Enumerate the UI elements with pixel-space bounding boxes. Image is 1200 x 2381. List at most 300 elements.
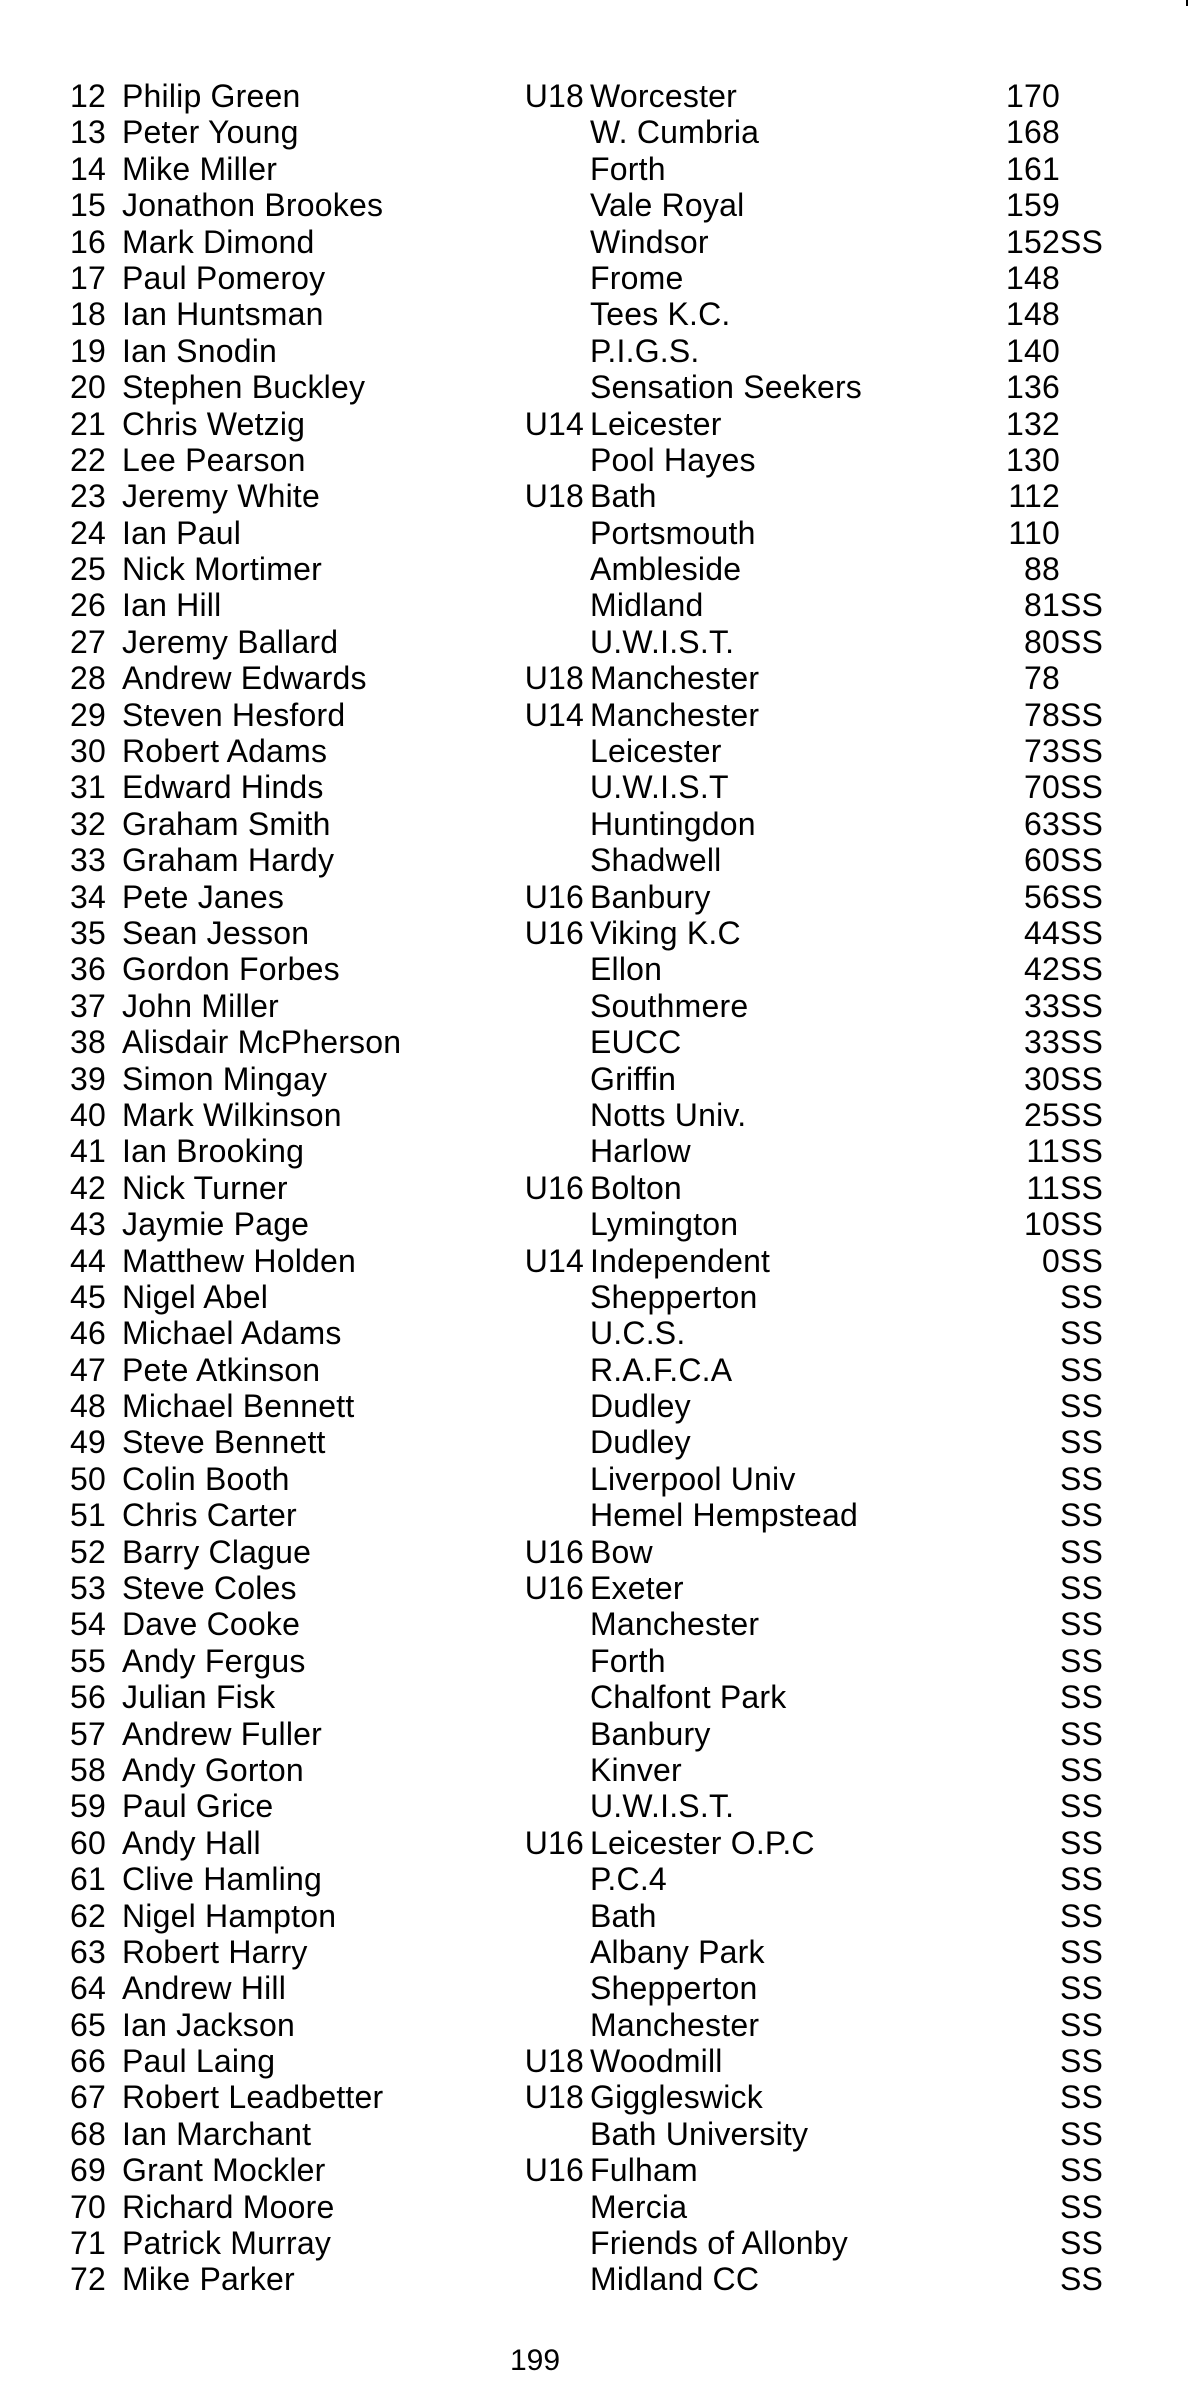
position-number: 72 xyxy=(70,2261,106,2298)
competitor-name: Nigel Hampton xyxy=(122,1897,337,1934)
club-name: EUCC xyxy=(590,1024,682,1061)
competitor-name: Edward Hinds xyxy=(122,769,324,806)
competitor-name: Andrew Edwards xyxy=(122,660,367,697)
ss-marker: SS xyxy=(1060,2152,1104,2189)
ss-marker: SS xyxy=(1060,842,1104,879)
position-number: 70 xyxy=(70,2188,106,2225)
score-value: 78 xyxy=(1024,660,1060,697)
club-name: Harlow xyxy=(590,1133,691,1170)
position-number: 31 xyxy=(70,769,106,806)
ss-marker: SS xyxy=(1060,733,1104,770)
position-number: 36 xyxy=(70,951,106,988)
competitor-name: Philip Green xyxy=(122,78,301,114)
result-row xyxy=(0,1061,1200,1097)
club-name: Bow xyxy=(590,1533,653,1570)
result-row xyxy=(0,1170,1200,1206)
score-value: 60 xyxy=(1024,842,1060,879)
result-row xyxy=(0,1315,1200,1351)
competitor-name: Alisdair McPherson xyxy=(122,1024,402,1061)
club-name: Vale Royal xyxy=(590,187,745,224)
club-name: Dudley xyxy=(590,1388,691,1425)
age-class: U16 xyxy=(524,878,584,915)
result-row xyxy=(0,114,1200,150)
result-row xyxy=(0,769,1200,805)
club-name: Midland CC xyxy=(590,2261,760,2298)
competitor-name: Clive Hamling xyxy=(122,1861,322,1898)
position-number: 19 xyxy=(70,332,106,369)
ss-marker: SS xyxy=(1060,878,1104,915)
ss-marker: SS xyxy=(1060,2188,1104,2225)
score-value: 10 xyxy=(1024,1206,1060,1243)
score-value: 63 xyxy=(1024,805,1060,842)
club-name: Liverpool Univ xyxy=(590,1460,796,1497)
club-name: Manchester xyxy=(590,660,760,697)
competitor-name: Steven Hesford xyxy=(122,696,346,733)
ss-marker: SS xyxy=(1060,2043,1104,2080)
club-name: U.C.S. xyxy=(590,1315,686,1352)
position-number: 64 xyxy=(70,1970,106,2007)
club-name: Midland xyxy=(590,587,704,624)
position-number: 35 xyxy=(70,914,106,951)
position-number: 14 xyxy=(70,150,106,187)
position-number: 47 xyxy=(70,1351,106,1388)
ss-marker: SS xyxy=(1060,1388,1104,1425)
corner-mark xyxy=(1186,0,1188,6)
result-row xyxy=(0,660,1200,696)
ss-marker: SS xyxy=(1060,1315,1104,1352)
competitor-name: Ian Paul xyxy=(122,514,242,551)
club-name: Woodmill xyxy=(590,2043,723,2080)
position-number: 22 xyxy=(70,441,106,478)
ss-marker: SS xyxy=(1060,2261,1104,2298)
result-row xyxy=(0,333,1200,369)
age-class: U18 xyxy=(524,660,584,697)
score-value: 148 xyxy=(1006,259,1060,296)
age-class: U16 xyxy=(524,1824,584,1861)
position-number: 45 xyxy=(70,1278,106,1315)
result-row xyxy=(0,915,1200,951)
result-row xyxy=(0,2116,1200,2152)
club-name: Giggleswick xyxy=(590,2079,763,2116)
ss-marker: SS xyxy=(1060,2115,1104,2152)
ss-marker: SS xyxy=(1060,1533,1104,1570)
position-number: 38 xyxy=(70,1024,106,1061)
position-number: 61 xyxy=(70,1861,106,1898)
ss-marker: SS xyxy=(1060,223,1104,260)
result-row xyxy=(0,733,1200,769)
result-row xyxy=(0,1534,1200,1570)
ss-marker: SS xyxy=(1060,1679,1104,1716)
ss-marker: SS xyxy=(1060,2225,1104,2262)
age-class: U18 xyxy=(524,2079,584,2116)
ss-marker: SS xyxy=(1060,1606,1104,1643)
result-row xyxy=(0,1024,1200,1060)
age-class: U16 xyxy=(524,1533,584,1570)
ss-marker: SS xyxy=(1060,951,1104,988)
result-row xyxy=(0,515,1200,551)
ss-marker: SS xyxy=(1060,1278,1104,1315)
ss-marker: SS xyxy=(1060,805,1104,842)
age-class: U16 xyxy=(524,2152,584,2189)
ss-marker: SS xyxy=(1060,1206,1104,1243)
score-value: 80 xyxy=(1024,623,1060,660)
competitor-name: Ian Huntsman xyxy=(122,296,324,333)
position-number: 53 xyxy=(70,1570,106,1607)
club-name: Griffin xyxy=(590,1060,677,1097)
club-name: U.W.I.S.T. xyxy=(590,623,735,660)
ss-marker: SS xyxy=(1060,1351,1104,1388)
ss-marker: SS xyxy=(1060,1060,1104,1097)
score-value: 70 xyxy=(1024,769,1060,806)
result-row xyxy=(0,1934,1200,1970)
competitor-name: Paul Pomeroy xyxy=(122,259,326,296)
competitor-name: Nick Mortimer xyxy=(122,551,322,588)
competitor-name: Chris Wetzig xyxy=(122,405,306,442)
competitor-name: Andy Fergus xyxy=(122,1642,306,1679)
competitor-name: Simon Mingay xyxy=(122,1060,328,1097)
competitor-name: Lee Pearson xyxy=(122,441,306,478)
ss-marker: SS xyxy=(1060,1242,1104,1279)
result-row xyxy=(0,1752,1200,1788)
result-row xyxy=(0,2043,1200,2079)
result-row xyxy=(0,1243,1200,1279)
result-row xyxy=(0,1679,1200,1715)
position-number: 44 xyxy=(70,1242,106,1279)
competitor-name: Grant Mockler xyxy=(122,2152,326,2189)
score-value: 88 xyxy=(1024,551,1060,588)
result-row xyxy=(0,1497,1200,1533)
ss-marker: SS xyxy=(1060,623,1104,660)
club-name: Viking K.C xyxy=(590,914,741,951)
ss-marker: SS xyxy=(1060,1133,1104,1170)
results-list xyxy=(0,78,1200,2298)
position-number: 63 xyxy=(70,1933,106,1970)
result-row xyxy=(0,1825,1200,1861)
score-value: 168 xyxy=(1006,114,1060,151)
club-name: Shadwell xyxy=(590,842,722,879)
competitor-name: Matthew Holden xyxy=(122,1242,357,1279)
competitor-name: Andrew Fuller xyxy=(122,1715,323,1752)
club-name: Fulham xyxy=(590,2152,698,2189)
result-row xyxy=(0,624,1200,660)
competitor-name: Nigel Abel xyxy=(122,1278,269,1315)
club-name: Mercia xyxy=(590,2188,688,2225)
club-name: Pool Hayes xyxy=(590,441,756,478)
club-name: Windsor xyxy=(590,223,709,260)
score-value: 170 xyxy=(1006,78,1060,114)
position-number: 17 xyxy=(70,259,106,296)
club-name: Albany Park xyxy=(590,1933,765,1970)
result-row xyxy=(0,151,1200,187)
score-value: 44 xyxy=(1024,914,1060,951)
ss-marker: SS xyxy=(1060,1642,1104,1679)
result-row xyxy=(0,1133,1200,1169)
position-number: 37 xyxy=(70,987,106,1024)
result-row xyxy=(0,260,1200,296)
club-name: U.W.I.S.T xyxy=(590,769,729,806)
age-class: U14 xyxy=(524,696,584,733)
competitor-name: Steve Coles xyxy=(122,1570,297,1607)
position-number: 13 xyxy=(70,114,106,151)
position-number: 32 xyxy=(70,805,106,842)
club-name: Frome xyxy=(590,259,684,296)
score-value: 25 xyxy=(1024,1096,1060,1133)
club-name: Exeter xyxy=(590,1570,684,1607)
score-value: 42 xyxy=(1024,951,1060,988)
ss-marker: SS xyxy=(1060,1424,1104,1461)
result-row xyxy=(0,442,1200,478)
result-row xyxy=(0,2261,1200,2297)
position-number: 27 xyxy=(70,623,106,660)
competitor-name: Paul Laing xyxy=(122,2043,276,2080)
result-row xyxy=(0,78,1200,114)
competitor-name: Robert Harry xyxy=(122,1933,308,1970)
club-name: Forth xyxy=(590,1642,666,1679)
ss-marker: SS xyxy=(1060,1751,1104,1788)
position-number: 29 xyxy=(70,696,106,733)
club-name: Bath xyxy=(590,1897,657,1934)
result-row xyxy=(0,1861,1200,1897)
result-row xyxy=(0,988,1200,1024)
club-name: Notts Univ. xyxy=(590,1096,747,1133)
age-class: U18 xyxy=(524,78,584,114)
competitor-name: Colin Booth xyxy=(122,1460,290,1497)
club-name: Forth xyxy=(590,150,666,187)
club-name: Ellon xyxy=(590,951,663,988)
ss-marker: SS xyxy=(1060,1570,1104,1607)
position-number: 30 xyxy=(70,733,106,770)
score-value: 73 xyxy=(1024,733,1060,770)
ss-marker: SS xyxy=(1060,1497,1104,1534)
position-number: 71 xyxy=(70,2225,106,2262)
competitor-name: Sean Jesson xyxy=(122,914,310,951)
score-value: 159 xyxy=(1006,187,1060,224)
competitor-name: John Miller xyxy=(122,987,279,1024)
ss-marker: SS xyxy=(1060,587,1104,624)
competitor-name: Gordon Forbes xyxy=(122,951,340,988)
competitor-name: Mike Parker xyxy=(122,2261,295,2298)
age-class: U18 xyxy=(524,2043,584,2080)
competitor-name: Michael Bennett xyxy=(122,1388,355,1425)
club-name: Hemel Hempstead xyxy=(590,1497,858,1534)
position-number: 26 xyxy=(70,587,106,624)
competitor-name: Jeremy White xyxy=(122,478,320,515)
competitor-name: Mark Wilkinson xyxy=(122,1096,342,1133)
ss-marker: SS xyxy=(1060,1824,1104,1861)
competitor-name: Patrick Murray xyxy=(122,2225,332,2262)
position-number: 21 xyxy=(70,405,106,442)
result-row xyxy=(0,1970,1200,2006)
position-number: 24 xyxy=(70,514,106,551)
score-value: 130 xyxy=(1006,441,1060,478)
ss-marker: SS xyxy=(1060,1024,1104,1061)
position-number: 65 xyxy=(70,2006,106,2043)
club-name: W. Cumbria xyxy=(590,114,760,151)
competitor-name: Paul Grice xyxy=(122,1788,274,1825)
competitor-name: Ian Brooking xyxy=(122,1133,305,1170)
competitor-name: Robert Adams xyxy=(122,733,328,770)
result-row xyxy=(0,551,1200,587)
position-number: 57 xyxy=(70,1715,106,1752)
result-row xyxy=(0,879,1200,915)
result-row xyxy=(0,1461,1200,1497)
position-number: 50 xyxy=(70,1460,106,1497)
score-value: 11 xyxy=(1026,1169,1060,1206)
competitor-name: Pete Atkinson xyxy=(122,1351,321,1388)
position-number: 60 xyxy=(70,1824,106,1861)
result-row xyxy=(0,587,1200,623)
score-value: 136 xyxy=(1006,369,1060,406)
ss-marker: SS xyxy=(1060,769,1104,806)
club-name: Shepperton xyxy=(590,1278,758,1315)
result-row xyxy=(0,1424,1200,1460)
competitor-name: Mark Dimond xyxy=(122,223,315,260)
competitor-name: Nick Turner xyxy=(122,1169,288,1206)
result-row xyxy=(0,1097,1200,1133)
age-class: U14 xyxy=(524,405,584,442)
position-number: 16 xyxy=(70,223,106,260)
competitor-name: Jaymie Page xyxy=(122,1206,310,1243)
competitor-name: Michael Adams xyxy=(122,1315,342,1352)
ss-marker: SS xyxy=(1060,1897,1104,1934)
position-number: 56 xyxy=(70,1679,106,1716)
age-class: U16 xyxy=(524,914,584,951)
position-number: 48 xyxy=(70,1388,106,1425)
position-number: 33 xyxy=(70,842,106,879)
club-name: Ambleside xyxy=(590,551,742,588)
ss-marker: SS xyxy=(1060,1933,1104,1970)
score-value: 110 xyxy=(1008,514,1060,551)
competitor-name: Graham Hardy xyxy=(122,842,335,879)
competitor-name: Pete Janes xyxy=(122,878,285,915)
age-class: U16 xyxy=(524,1169,584,1206)
result-row xyxy=(0,369,1200,405)
result-row xyxy=(0,1352,1200,1388)
club-name: Bolton xyxy=(590,1169,682,1206)
score-value: 78 xyxy=(1024,696,1060,733)
club-name: R.A.F.C.A xyxy=(590,1351,733,1388)
result-row xyxy=(0,842,1200,878)
competitor-name: Barry Clague xyxy=(122,1533,312,1570)
club-name: Leicester O.P.C xyxy=(590,1824,815,1861)
position-number: 34 xyxy=(70,878,106,915)
position-number: 40 xyxy=(70,1096,106,1133)
competitor-name: Jeremy Ballard xyxy=(122,623,339,660)
position-number: 41 xyxy=(70,1133,106,1170)
club-name: Leicester xyxy=(590,733,722,770)
ss-marker: SS xyxy=(1060,914,1104,951)
position-number: 51 xyxy=(70,1497,106,1534)
page-number: 199 xyxy=(510,2344,561,2377)
score-value: 0 xyxy=(1042,1242,1060,1279)
club-name: Leicester xyxy=(590,405,722,442)
ss-marker: SS xyxy=(1060,1460,1104,1497)
competitor-name: Steve Bennett xyxy=(122,1424,326,1461)
result-row xyxy=(0,2189,1200,2225)
result-row xyxy=(0,697,1200,733)
competitor-name: Jonathon Brookes xyxy=(122,187,384,224)
club-name: Manchester xyxy=(590,2006,760,2043)
competitor-name: Andy Gorton xyxy=(122,1751,304,1788)
club-name: Bath University xyxy=(590,2115,809,2152)
ss-marker: SS xyxy=(1060,2079,1104,2116)
ss-marker: SS xyxy=(1060,1970,1104,2007)
competitor-name: Andy Hall xyxy=(122,1824,261,1861)
club-name: Independent xyxy=(590,1242,771,1279)
position-number: 39 xyxy=(70,1060,106,1097)
club-name: Kinver xyxy=(590,1751,682,1788)
position-number: 25 xyxy=(70,551,106,588)
position-number: 66 xyxy=(70,2043,106,2080)
club-name: Banbury xyxy=(590,878,711,915)
ss-marker: SS xyxy=(1060,2006,1104,2043)
position-number: 12 xyxy=(70,78,106,114)
club-name: Portsmouth xyxy=(590,514,756,551)
position-number: 42 xyxy=(70,1169,106,1206)
score-value: 81 xyxy=(1024,587,1060,624)
result-row xyxy=(0,406,1200,442)
result-row xyxy=(0,2225,1200,2261)
ss-marker: SS xyxy=(1060,1169,1104,1206)
age-class: U18 xyxy=(524,478,584,515)
result-row xyxy=(0,1898,1200,1934)
competitor-name: Stephen Buckley xyxy=(122,369,366,406)
club-name: Manchester xyxy=(590,1606,760,1643)
competitor-name: Ian Snodin xyxy=(122,332,278,369)
age-class: U14 xyxy=(524,1242,584,1279)
result-row xyxy=(0,1716,1200,1752)
score-value: 112 xyxy=(1008,478,1060,515)
ss-marker: SS xyxy=(1060,1788,1104,1825)
club-name: Bath xyxy=(590,478,657,515)
score-value: 140 xyxy=(1006,332,1060,369)
position-number: 15 xyxy=(70,187,106,224)
score-value: 148 xyxy=(1006,296,1060,333)
competitor-name: Ian Jackson xyxy=(122,2006,295,2043)
position-number: 59 xyxy=(70,1788,106,1825)
score-value: 132 xyxy=(1006,405,1060,442)
result-row xyxy=(0,2079,1200,2115)
score-value: 56 xyxy=(1024,878,1060,915)
ss-marker: SS xyxy=(1060,696,1104,733)
score-value: 33 xyxy=(1024,1024,1060,1061)
competitor-name: Ian Marchant xyxy=(122,2115,312,2152)
result-row xyxy=(0,1606,1200,1642)
position-number: 52 xyxy=(70,1533,106,1570)
result-row xyxy=(0,1206,1200,1242)
position-number: 54 xyxy=(70,1606,106,1643)
club-name: Tees K.C. xyxy=(590,296,731,333)
result-row xyxy=(0,187,1200,223)
position-number: 62 xyxy=(70,1897,106,1934)
position-number: 58 xyxy=(70,1751,106,1788)
competitor-name: Chris Carter xyxy=(122,1497,297,1534)
club-name: Banbury xyxy=(590,1715,711,1752)
competitor-name: Dave Cooke xyxy=(122,1606,301,1643)
position-number: 28 xyxy=(70,660,106,697)
position-number: 67 xyxy=(70,2079,106,2116)
club-name: P.C.4 xyxy=(590,1861,667,1898)
position-number: 20 xyxy=(70,369,106,406)
result-row xyxy=(0,296,1200,332)
ss-marker: SS xyxy=(1060,1861,1104,1898)
position-number: 49 xyxy=(70,1424,106,1461)
club-name: Sensation Seekers xyxy=(590,369,863,406)
position-number: 69 xyxy=(70,2152,106,2189)
club-name: Friends of Allonby xyxy=(590,2225,848,2262)
result-row xyxy=(0,1643,1200,1679)
position-number: 18 xyxy=(70,296,106,333)
